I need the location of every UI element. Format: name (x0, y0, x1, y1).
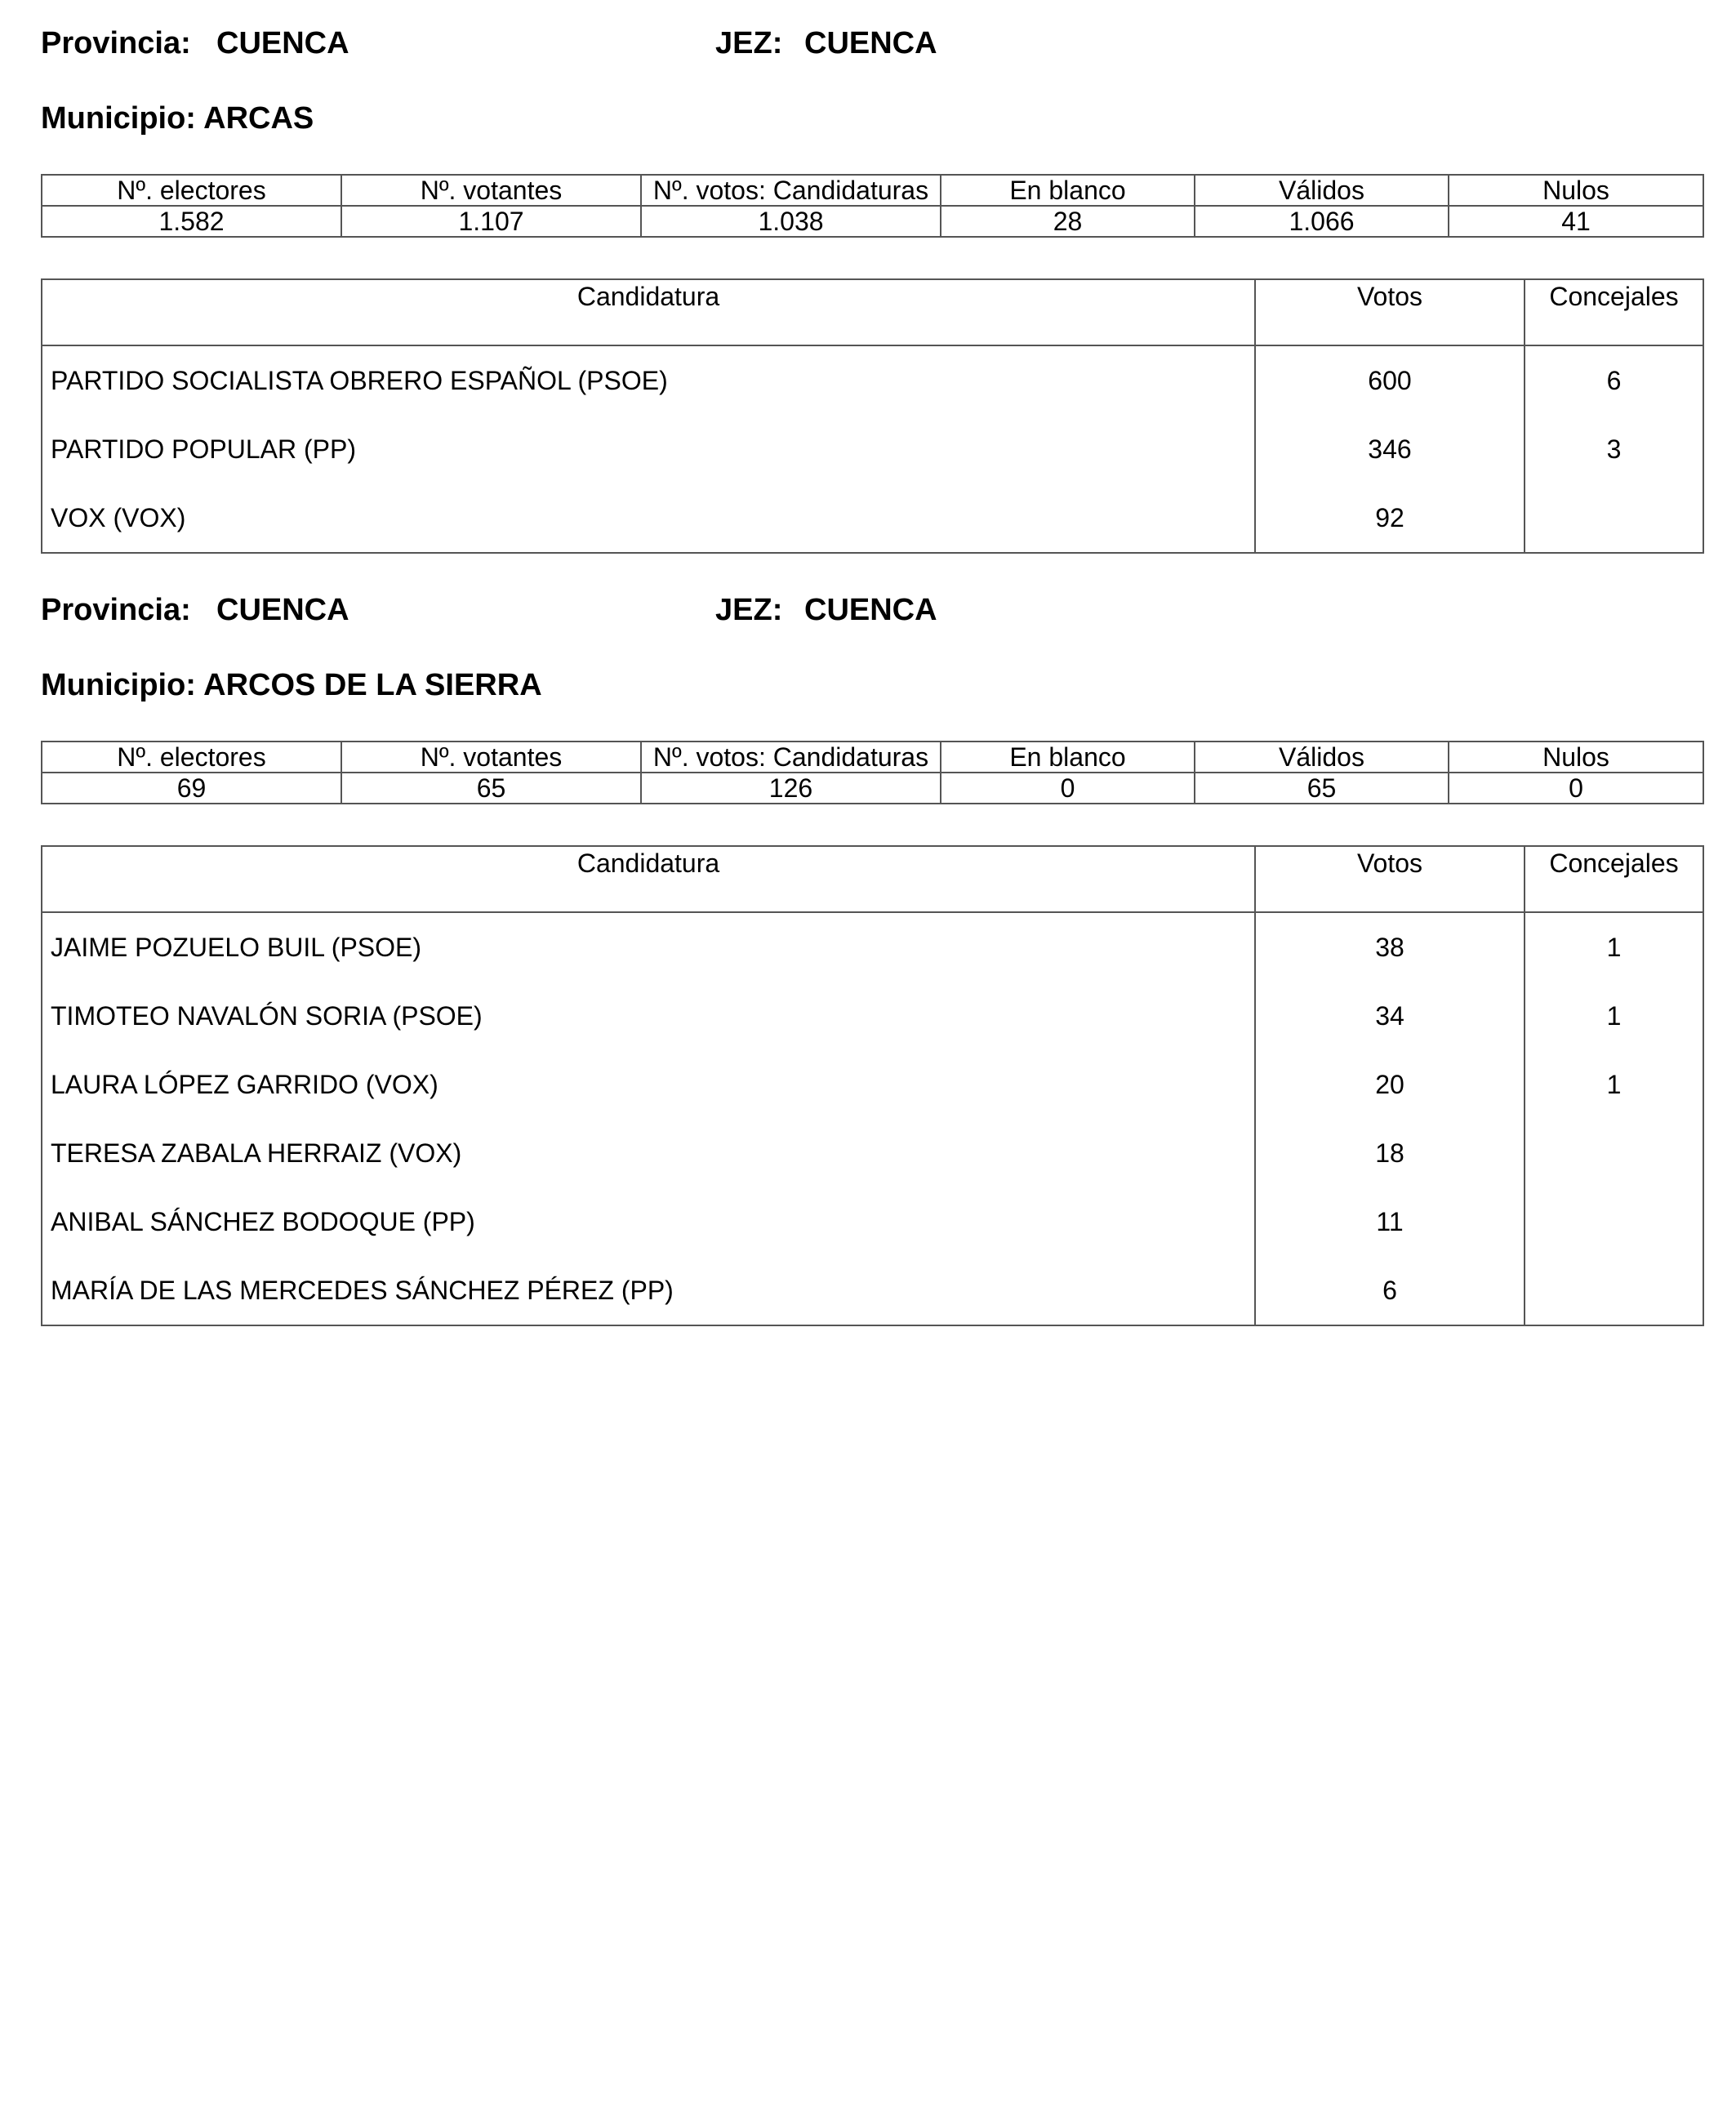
jez-label: JEZ: (715, 26, 783, 60)
stats-value-cell: 28 (941, 206, 1195, 237)
candidate-seats (1525, 1187, 1703, 1256)
stats-header-cell: Nulos (1449, 175, 1703, 206)
candidate-seats: 1 (1525, 982, 1703, 1050)
candidates-header-row (42, 846, 1703, 912)
stats-header-cell: Nº. votantes (341, 742, 641, 773)
stats-value-cell: 0 (941, 773, 1195, 804)
candidate-votes: 38 (1255, 912, 1525, 982)
stats-value-row (42, 206, 1703, 237)
candidate-seats: 6 (1525, 345, 1703, 415)
table-row (42, 912, 1703, 982)
candidate-name: PARTIDO SOCIALISTA OBRERO ESPAÑOL (PSOE) (51, 365, 668, 395)
stats-value-cell: 41 (1449, 206, 1703, 237)
provincia-value: CUENCA (216, 26, 349, 60)
stats-table (41, 174, 1704, 238)
candidate-seats: 1 (1525, 1050, 1703, 1119)
table-row (42, 1050, 1703, 1119)
stats-header-cell: En blanco (941, 742, 1195, 773)
candidatura-header: Candidatura (42, 279, 1255, 345)
candidates-header-row (42, 279, 1703, 345)
municipality-section (41, 593, 1703, 1305)
table-row (42, 483, 1703, 553)
stats-header-cell: En blanco (941, 175, 1195, 206)
stats-value-cell: 65 (1195, 773, 1449, 804)
jez-label: JEZ: (715, 593, 783, 627)
stats-header-cell: Nº. votantes (341, 175, 641, 206)
municipio-heading (41, 668, 542, 703)
candidate-seats (1525, 1256, 1703, 1325)
stats-table (41, 741, 1704, 804)
candidatura-header: Candidatura (42, 846, 1255, 912)
candidate-name: ANIBAL SÁNCHEZ BODOQUE (PP) (51, 1206, 475, 1236)
candidate-votes: 92 (1255, 483, 1525, 553)
candidate-name: TIMOTEO NAVALÓN SORIA (PSOE) (51, 1000, 483, 1031)
candidate-name: VOX (VOX) (51, 502, 186, 532)
candidate-votes: 11 (1255, 1187, 1525, 1256)
stats-value-cell: 0 (1449, 773, 1703, 804)
candidate-votes: 34 (1255, 982, 1525, 1050)
stats-header-cell: Nº. electores (42, 175, 341, 206)
candidate-seats: 3 (1525, 415, 1703, 483)
province-header (41, 26, 1703, 75)
candidate-votes: 20 (1255, 1050, 1525, 1119)
candidate-seats: 1 (1525, 912, 1703, 982)
province-header (41, 593, 1703, 642)
candidate-votes: 6 (1255, 1256, 1525, 1325)
candidate-votes: 600 (1255, 345, 1525, 415)
stats-header-row (42, 175, 1703, 206)
candidate-name: PARTIDO POPULAR (PP) (51, 434, 356, 464)
candidate-votes: 346 (1255, 415, 1525, 483)
jez-value: CUENCA (804, 26, 937, 60)
stats-value-cell: 1.066 (1195, 206, 1449, 237)
stats-header-cell: Nulos (1449, 742, 1703, 773)
municipio-value: ARCAS (203, 101, 314, 136)
provincia-value: CUENCA (216, 593, 349, 627)
candidate-name: MARÍA DE LAS MERCEDES SÁNCHEZ PÉREZ (PP) (51, 1275, 674, 1305)
jez-value: CUENCA (804, 593, 937, 627)
table-row (42, 345, 1703, 415)
municipio-label: Municipio: (41, 101, 196, 136)
provincia-label: Provincia: (41, 593, 191, 627)
table-row (42, 415, 1703, 483)
municipio-heading (41, 101, 314, 136)
provincia-label: Provincia: (41, 26, 191, 60)
table-row (42, 1119, 1703, 1187)
table-row (42, 1256, 1703, 1325)
stats-value-cell: 1.107 (341, 206, 641, 237)
stats-value-cell: 126 (641, 773, 941, 804)
stats-value-cell: 1.582 (42, 206, 341, 237)
stats-header-cell: Válidos (1195, 175, 1449, 206)
municipio-value: ARCOS DE LA SIERRA (203, 668, 542, 702)
candidate-votes: 18 (1255, 1119, 1525, 1187)
candidate-name: LAURA LÓPEZ GARRIDO (VOX) (51, 1069, 438, 1099)
stats-value-row (42, 773, 1703, 804)
stats-header-cell: Nº. votos: Candidaturas (641, 175, 941, 206)
concejales-header: Concejales (1525, 279, 1703, 345)
municipality-section (41, 26, 1703, 532)
table-row (42, 1187, 1703, 1256)
votos-header: Votos (1255, 846, 1525, 912)
candidates-table (41, 278, 1704, 554)
candidate-seats (1525, 1119, 1703, 1187)
table-row (42, 982, 1703, 1050)
municipio-label: Municipio: (41, 668, 196, 702)
stats-value-cell: 65 (341, 773, 641, 804)
stats-value-cell: 69 (42, 773, 341, 804)
candidate-seats (1525, 483, 1703, 553)
votos-header: Votos (1255, 279, 1525, 345)
stats-header-cell: Válidos (1195, 742, 1449, 773)
candidate-name: JAIME POZUELO BUIL (PSOE) (51, 932, 422, 962)
stats-value-cell: 1.038 (641, 206, 941, 237)
stats-header-cell: Nº. electores (42, 742, 341, 773)
stats-header-row (42, 742, 1703, 773)
concejales-header: Concejales (1525, 846, 1703, 912)
stats-header-cell: Nº. votos: Candidaturas (641, 742, 941, 773)
candidate-name: TERESA ZABALA HERRAIZ (VOX) (51, 1138, 462, 1168)
candidates-table (41, 845, 1704, 1326)
